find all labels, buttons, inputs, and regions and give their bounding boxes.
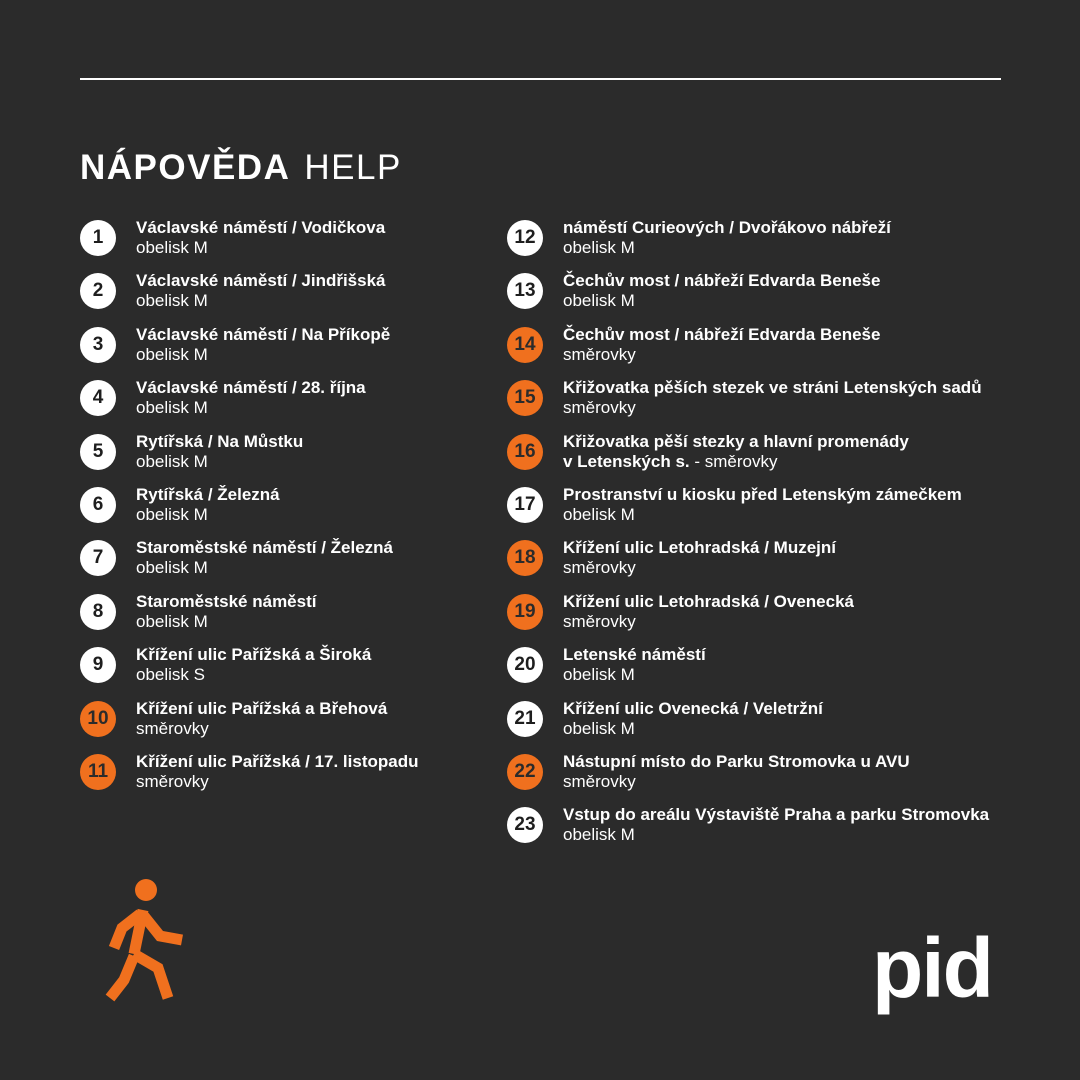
item-title: Křížení ulic Ovenecká / Veletržní: [563, 698, 823, 718]
item-subtitle: směrovky: [563, 558, 636, 578]
item-title: Křížení ulic Pařížská a Široká: [136, 645, 372, 665]
item-subtitle: obelisk M: [563, 665, 635, 685]
pid-logo: pid: [872, 921, 992, 1015]
item-number-badge: 3: [80, 327, 116, 363]
item-text: [563, 378, 982, 418]
item-title: Václavské náměstí / Jindřišská: [136, 271, 386, 291]
item-text: [136, 592, 316, 632]
list-item: [507, 805, 1007, 858]
item-subtitle: obelisk M: [136, 238, 208, 257]
item-subtitle: směrovky: [136, 718, 209, 738]
item-number-badge: 2: [80, 273, 116, 309]
item-text: [563, 752, 910, 792]
item-text: [136, 218, 385, 258]
item-title: Vstup do areálu Výstaviště Praha a parku Stromovka: [563, 805, 990, 825]
item-title: Čechův most / nábřeží Edvarda Beneše: [563, 324, 881, 344]
item-subtitle: obelisk M: [563, 825, 635, 845]
item-subtitle: směrovky: [563, 398, 636, 418]
item-text: [563, 432, 909, 472]
list-item: [80, 432, 480, 485]
location-list-right: [507, 218, 1007, 859]
item-title: Křížení ulic Letohradská / Ovenecká: [563, 591, 855, 611]
list-item: [507, 271, 1007, 324]
item-text: [563, 699, 823, 739]
list-item: [80, 538, 480, 591]
item-title: Prostranství u kiosku před Letenským zámečkem: [563, 484, 962, 504]
item-number-badge: 9: [80, 647, 116, 683]
list-item: [507, 752, 1007, 805]
item-subtitle: obelisk M: [563, 718, 635, 738]
item-title: Křížení ulic Pařížská / 17. listopadu: [136, 751, 419, 771]
item-text: [563, 271, 880, 311]
item-subtitle: obelisk M: [136, 611, 208, 631]
item-title: Václavské náměstí / Na Příkopě: [136, 324, 391, 344]
item-title: Václavské náměstí / 28. října: [136, 378, 366, 398]
item-title: Křižovatka pěších stezek ve stráni Letenských sadů: [563, 378, 982, 398]
item-subtitle: obelisk M: [136, 451, 208, 471]
item-text: [563, 538, 836, 578]
item-number-badge: 22: [507, 754, 543, 790]
item-number-badge: 13: [507, 273, 543, 309]
item-subtitle: obelisk S: [136, 665, 205, 685]
item-number-badge: 14: [507, 327, 543, 363]
item-subtitle: [563, 452, 909, 472]
item-number-badge: 19: [507, 594, 543, 630]
list-item: [80, 271, 480, 324]
item-text: [563, 592, 854, 632]
item-number-badge: 17: [507, 487, 543, 523]
item-text: [563, 218, 891, 258]
item-title: Václavské náměstí / Vodičkova: [136, 218, 386, 237]
pedestrian-walking-icon: [100, 876, 190, 1004]
item-number-badge: 23: [507, 807, 543, 843]
item-number-badge: 8: [80, 594, 116, 630]
item-subtitle: směrovky: [563, 771, 636, 791]
list-item: [507, 485, 1007, 538]
item-number-badge: 4: [80, 380, 116, 416]
item-number-badge: 15: [507, 380, 543, 416]
item-title: Staroměstské náměstí: [136, 591, 317, 611]
item-text: [136, 271, 386, 311]
item-title: Letenské náměstí: [563, 645, 706, 665]
item-subtitle: směrovky: [563, 611, 636, 631]
item-title: Čechův most / nábřeží Edvarda Beneše: [563, 271, 881, 291]
item-text: [136, 752, 418, 792]
list-item: [80, 325, 480, 378]
item-number-badge: 6: [80, 487, 116, 523]
item-subtitle-bold: v Letenských s.: [563, 451, 690, 471]
top-divider: [80, 78, 1001, 80]
item-subtitle: obelisk M: [136, 504, 208, 524]
item-subtitle: obelisk M: [563, 504, 635, 524]
item-title: Křížení ulic Pařížská a Břehová: [136, 698, 388, 718]
item-text: [136, 432, 303, 472]
item-subtitle: obelisk M: [563, 238, 635, 257]
item-subtitle: směrovky: [563, 344, 636, 364]
item-subtitle: obelisk M: [563, 291, 635, 311]
item-text: [136, 699, 387, 739]
list-item: [80, 378, 480, 431]
list-item: [507, 645, 1007, 698]
item-title: náměstí Curieových / Dvořákovo nábřeží: [563, 218, 891, 237]
list-item: [507, 699, 1007, 752]
list-item: [507, 538, 1007, 591]
item-text: [136, 645, 371, 685]
item-subtitle: obelisk M: [136, 398, 208, 418]
list-item: [507, 592, 1007, 645]
list-item: [80, 699, 480, 752]
item-number-badge: 12: [507, 220, 543, 256]
item-text: [563, 485, 962, 525]
item-subtitle: obelisk M: [136, 558, 208, 578]
item-text: [136, 485, 280, 525]
item-text: [136, 378, 366, 418]
item-title: Křižovatka pěší stezky a hlavní promenády: [563, 431, 909, 451]
item-subtitle-type: - směrovky: [689, 451, 778, 471]
list-item: [80, 218, 480, 271]
item-number-badge: 11: [80, 754, 116, 790]
list-item: [80, 752, 480, 805]
list-item: [507, 325, 1007, 378]
item-subtitle: obelisk M: [136, 344, 208, 364]
list-item: [80, 592, 480, 645]
item-text: [563, 805, 989, 845]
item-number-badge: 1: [80, 220, 116, 256]
item-text: [563, 325, 880, 365]
item-title: Rytířská / Železná: [136, 484, 280, 504]
item-subtitle: směrovky: [136, 771, 209, 791]
list-item: [507, 432, 1007, 485]
list-item: [507, 378, 1007, 431]
item-title: Křížení ulic Letohradská / Muzejní: [563, 538, 836, 558]
page-title: [80, 146, 402, 190]
item-number-badge: 21: [507, 701, 543, 737]
item-title: Nástupní místo do Parku Stromovka u AVU: [563, 751, 910, 771]
title-czech: NÁPOVĚDA: [80, 148, 291, 187]
item-number-badge: 16: [507, 434, 543, 470]
item-number-badge: 10: [80, 701, 116, 737]
list-item: [80, 485, 480, 538]
location-list-left: [80, 218, 480, 805]
item-number-badge: 20: [507, 647, 543, 683]
item-text: [136, 325, 390, 365]
title-english: HELP: [304, 148, 402, 187]
item-title: Rytířská / Na Můstku: [136, 431, 304, 451]
item-subtitle: obelisk M: [136, 291, 208, 311]
list-item: [80, 645, 480, 698]
item-text: [563, 645, 706, 685]
item-title: Staroměstské náměstí / Železná: [136, 538, 394, 558]
list-item: [507, 218, 1007, 271]
item-number-badge: 18: [507, 540, 543, 576]
item-text: [136, 538, 393, 578]
item-number-badge: 5: [80, 434, 116, 470]
item-number-badge: 7: [80, 540, 116, 576]
